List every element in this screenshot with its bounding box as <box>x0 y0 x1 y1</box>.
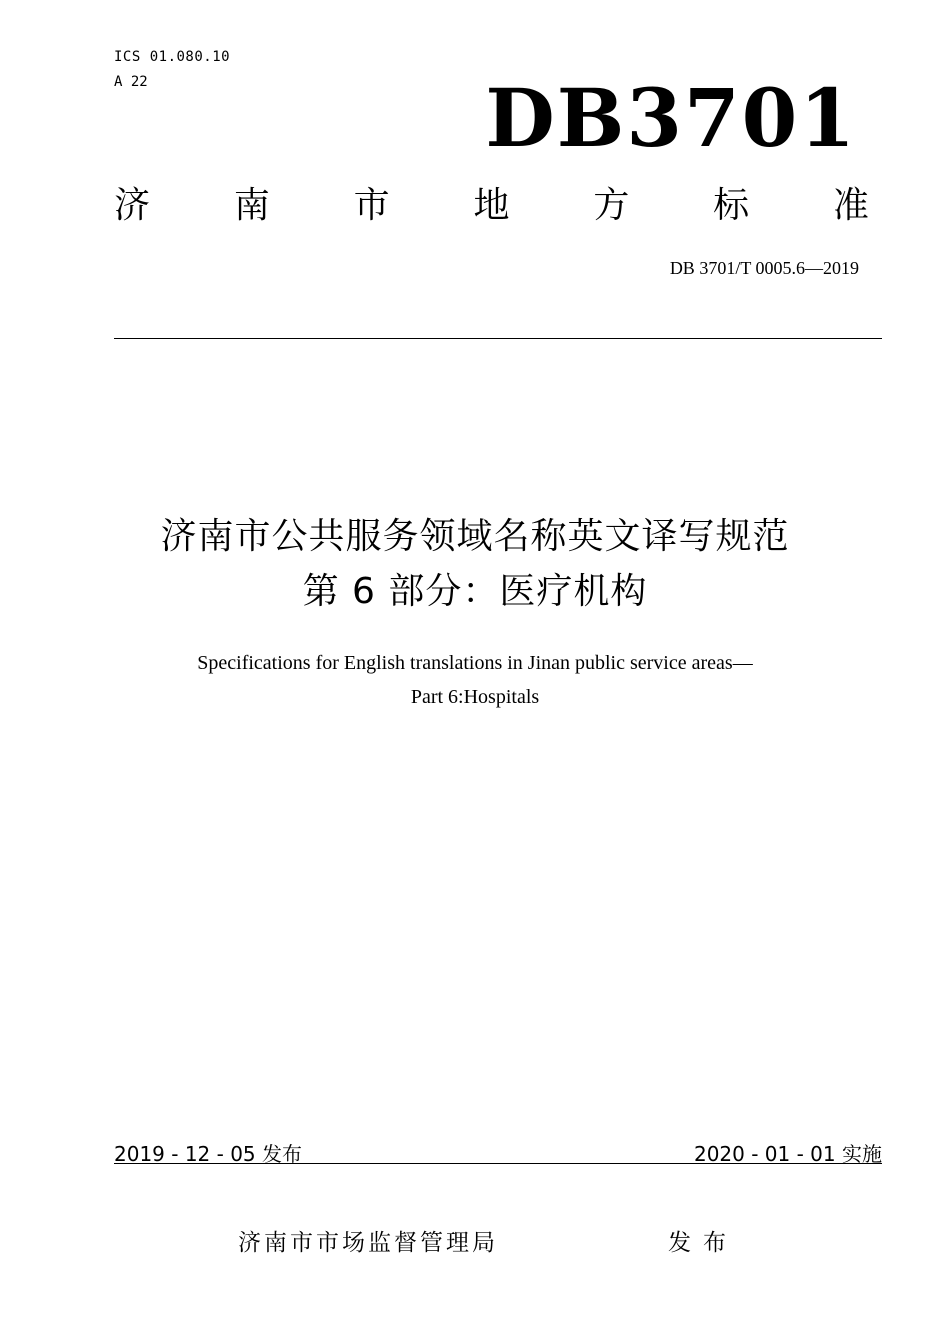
header-divider <box>114 338 882 339</box>
title-chinese-line-2: 第 6 部分：医疗机构 <box>302 571 648 612</box>
standard-type-char: 准 <box>832 185 869 226</box>
issuing-authority: 济南市市场监督管理局 <box>238 1230 498 1256</box>
standard-type-char: 标 <box>713 185 750 226</box>
implementation-date: 2020 - 01 - 01 实施 <box>693 1142 882 1166</box>
title-english-line-2: Part 6:Hospitals <box>410 686 540 708</box>
standard-type-char: 市 <box>353 185 390 226</box>
release-date: 2019 - 12 - 05 发布 <box>114 1142 303 1166</box>
standard-number: DB 3701/T 0005.6—2019 <box>669 258 859 278</box>
issue-label: 发布 <box>668 1230 738 1256</box>
standard-type-char: 南 <box>233 185 270 226</box>
title-english-line-1: Specifications for English translations in Jinan public service areas— <box>197 652 753 674</box>
standard-type-char: 济 <box>114 185 151 226</box>
standard-type <box>114 184 869 227</box>
standard-logo: DB3701 <box>485 71 857 165</box>
category-code: A 22 <box>114 74 148 90</box>
title-chinese-line-1: 济南市公共服务领域名称英文译写规范 <box>160 516 790 557</box>
standard-type-char: 方 <box>593 185 630 226</box>
ics-code: ICS 01.080.10 <box>114 49 231 65</box>
footer-divider <box>114 1163 882 1164</box>
standard-type-char: 地 <box>473 185 510 226</box>
